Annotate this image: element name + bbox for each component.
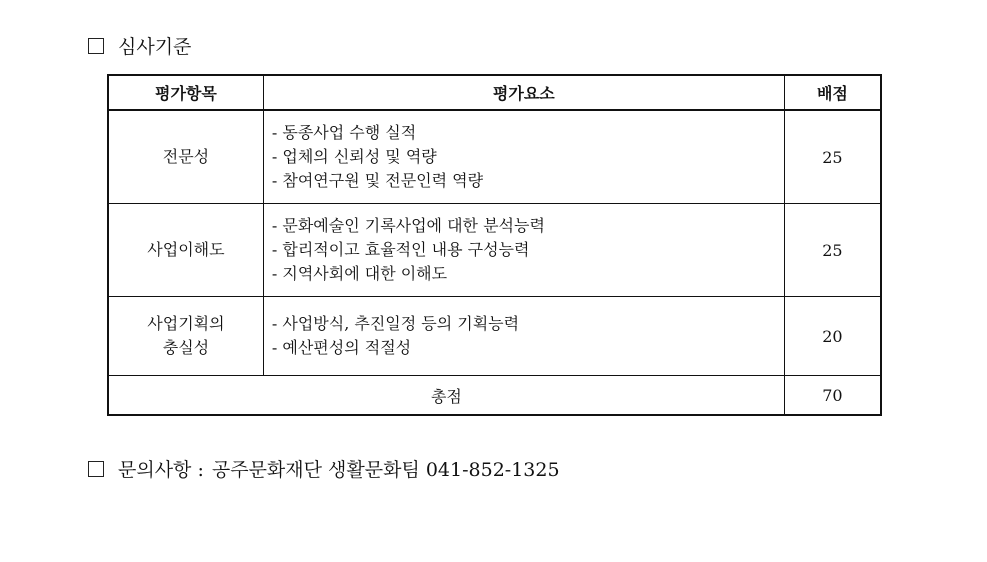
header-elements: 평가요소 (263, 75, 784, 110)
header-score: 배점 (784, 75, 881, 110)
category-label: 사업이해도 (147, 240, 225, 259)
total-score: 70 (784, 376, 881, 416)
category-label: 사업기획의 (147, 314, 225, 333)
category-cell (108, 297, 263, 376)
section-title: 심사기준 (118, 36, 192, 58)
element-item: - 업체의 신뢰성 및 역량 (271, 147, 437, 166)
section-heading-criteria (88, 32, 191, 59)
score-cell: 25 (784, 204, 881, 297)
inquiry-contact: 공주문화재단 생활문화팀 041-852-1325 (211, 459, 560, 481)
score-cell: 20 (784, 297, 881, 376)
element-item: - 동종사업 수행 실적 (271, 123, 417, 142)
element-item: - 문화예술인 기록사업에 대한 분석능력 (271, 216, 545, 235)
element-item: - 합리적이고 효율적인 내용 구성능력 (271, 240, 530, 259)
elements-cell (263, 110, 784, 204)
header-category: 평가항목 (108, 75, 263, 110)
inquiry-title: 문의사항 : (118, 459, 204, 481)
table-row (108, 204, 881, 297)
element-item: - 참여연구원 및 전문인력 역량 (271, 171, 484, 190)
total-row (108, 376, 881, 416)
elements-cell (263, 297, 784, 376)
element-item: - 예산편성의 적절성 (271, 338, 412, 357)
element-item: - 지역사회에 대한 이해도 (271, 264, 448, 283)
section-heading-inquiry (88, 455, 560, 482)
category-label: 충실성 (162, 338, 210, 357)
score-cell: 25 (784, 110, 881, 204)
total-label: 총점 (108, 376, 784, 416)
table-header-row (108, 75, 881, 110)
table-row (108, 110, 881, 204)
category-label: 전문성 (162, 147, 210, 166)
criteria-table (107, 74, 882, 416)
checkbox-icon (88, 38, 104, 54)
category-cell (108, 204, 263, 297)
element-item: - 사업방식, 추진일정 등의 기획능력 (271, 314, 520, 333)
table-row (108, 297, 881, 376)
category-cell (108, 110, 263, 204)
checkbox-icon (88, 461, 104, 477)
elements-cell (263, 204, 784, 297)
